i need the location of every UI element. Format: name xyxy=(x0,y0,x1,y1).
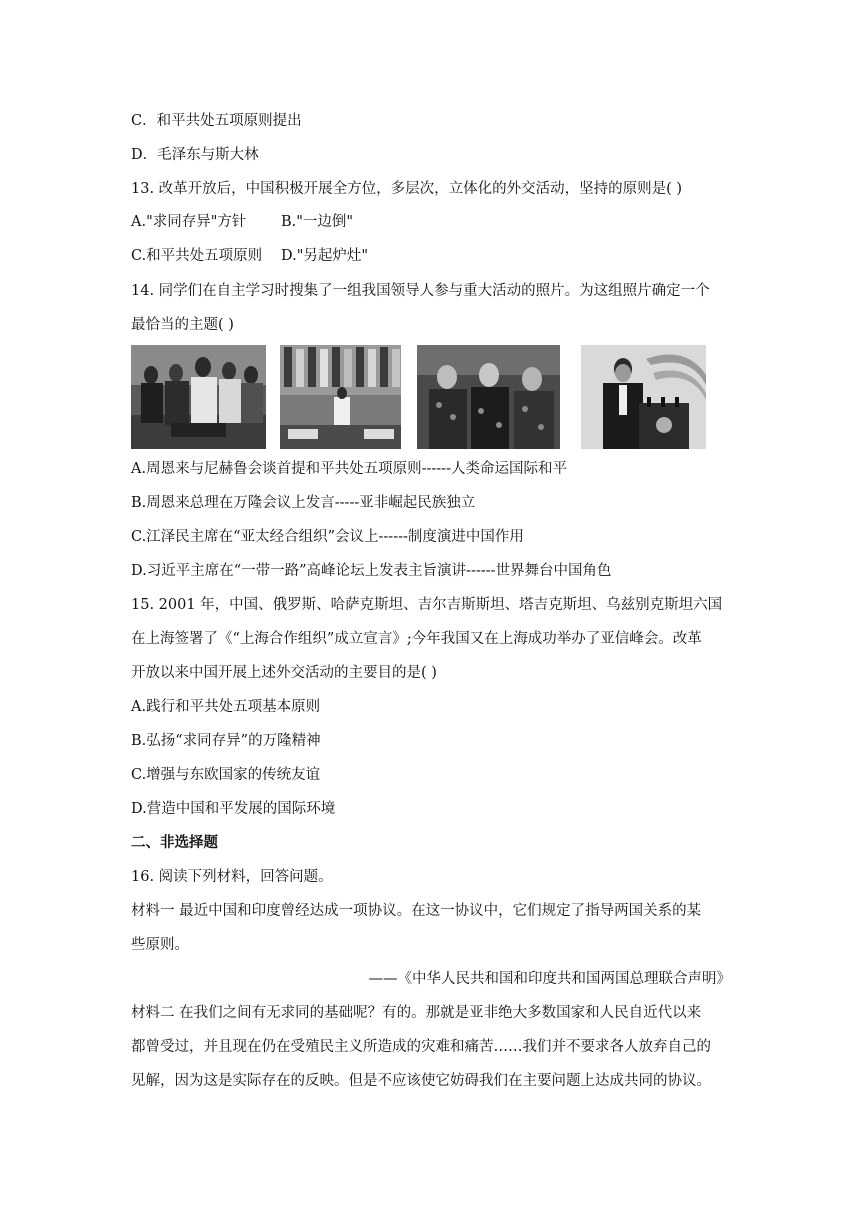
question-13: 13. 改革开放后，中国积极开展全方位，多层次，立体化的外交活动，坚持的原则是( ) xyxy=(131,181,683,197)
question-15: 15. 2001 年，中国、俄罗斯、哈萨克斯坦、吉尔吉斯斯坦、塔吉克斯坦、乌兹别克斯坦六国 xyxy=(131,597,723,613)
q15-option-a: A.践行和平共处五项基本原则 xyxy=(131,699,321,715)
q15-option-c: C.增强与东欧国家的传统友谊 xyxy=(131,767,321,783)
q13-option-b: B."一边倒" xyxy=(281,214,354,230)
q15-option-d: D.营造中国和平发展的国际环境 xyxy=(131,801,336,817)
material-1: 材料一 最近中国和印度曾经达成一项协议。在这一协议中，它们规定了指导两国关系的某 xyxy=(131,903,702,919)
q13-options-row2 xyxy=(131,246,731,266)
question-15-cont1: 在上海签署了《“上海合作组织”成立宣言》;今年我国又在上海成功举办了亚信峰会。改革 xyxy=(131,631,702,647)
photo-apec-meeting xyxy=(417,345,560,449)
section-heading: 二、非选择题 xyxy=(131,834,218,851)
material-2: 材料二 在我们之间有无求同的基础呢？有的。那就是亚非绝大多数国家和人民自近代以来 xyxy=(131,1005,702,1021)
material-1-source: ——《中华人民共和国和印度共和国两国总理联合声明》 xyxy=(368,971,731,987)
question-15-cont2: 开放以来中国开展上述外交活动的主要目的是( ) xyxy=(131,665,437,681)
question-14-cont: 最恰当的主题( ) xyxy=(131,317,234,333)
q14-option-b: B.周恩来总理在万隆会议上发言-----亚非崛起民族独立 xyxy=(131,495,476,511)
photo-bandung-conference xyxy=(280,345,401,449)
question-16: 16. 阅读下列材料，回答问题。 xyxy=(131,869,333,885)
q15-option-b: B.弘扬“求同存异”的万隆精神 xyxy=(131,733,321,749)
photo-meeting xyxy=(131,345,266,449)
q13-option-d: D."另起炉灶" xyxy=(281,248,369,264)
q14-option-c: C.江泽民主席在“亚太经合组织”会议上------制度演进中国作用 xyxy=(131,529,524,545)
material-1-cont: 些原则。 xyxy=(131,937,189,953)
q13-option-c: C.和平共处五项原则 xyxy=(131,248,263,264)
material-2-cont2: 见解，因为这是实际存在的反映。但是不应该使它妨碍我们在主要问题上达成共同的协议。 xyxy=(131,1073,711,1089)
material-2-cont1: 都曾受过，并且现在仍在受殖民主义所造成的灾难和痛苦……我们并不要求各人放弃自己的 xyxy=(131,1039,711,1055)
option-c-prev: C．和平共处五项原则提出 xyxy=(131,113,302,129)
q14-option-a: A.周恩来与尼赫鲁会谈首提和平共处五项原则------人类命运国际和平 xyxy=(131,461,567,477)
option-d-prev: D．毛泽东与斯大林 xyxy=(131,147,259,163)
q13-options-row1 xyxy=(131,212,731,232)
photo-belt-and-road-speech xyxy=(581,345,706,449)
question-14: 14. 同学们在自主学习时搜集了一组我国领导人参与重大活动的照片。为这组照片确定一个 xyxy=(131,283,710,299)
q13-option-a: A."求同存异"方针 xyxy=(131,214,247,230)
photo-row xyxy=(0,345,860,449)
q14-option-d: D.习近平主席在“一带一路”高峰论坛上发表主旨演讲------世界舞台中国角色 xyxy=(131,563,612,579)
